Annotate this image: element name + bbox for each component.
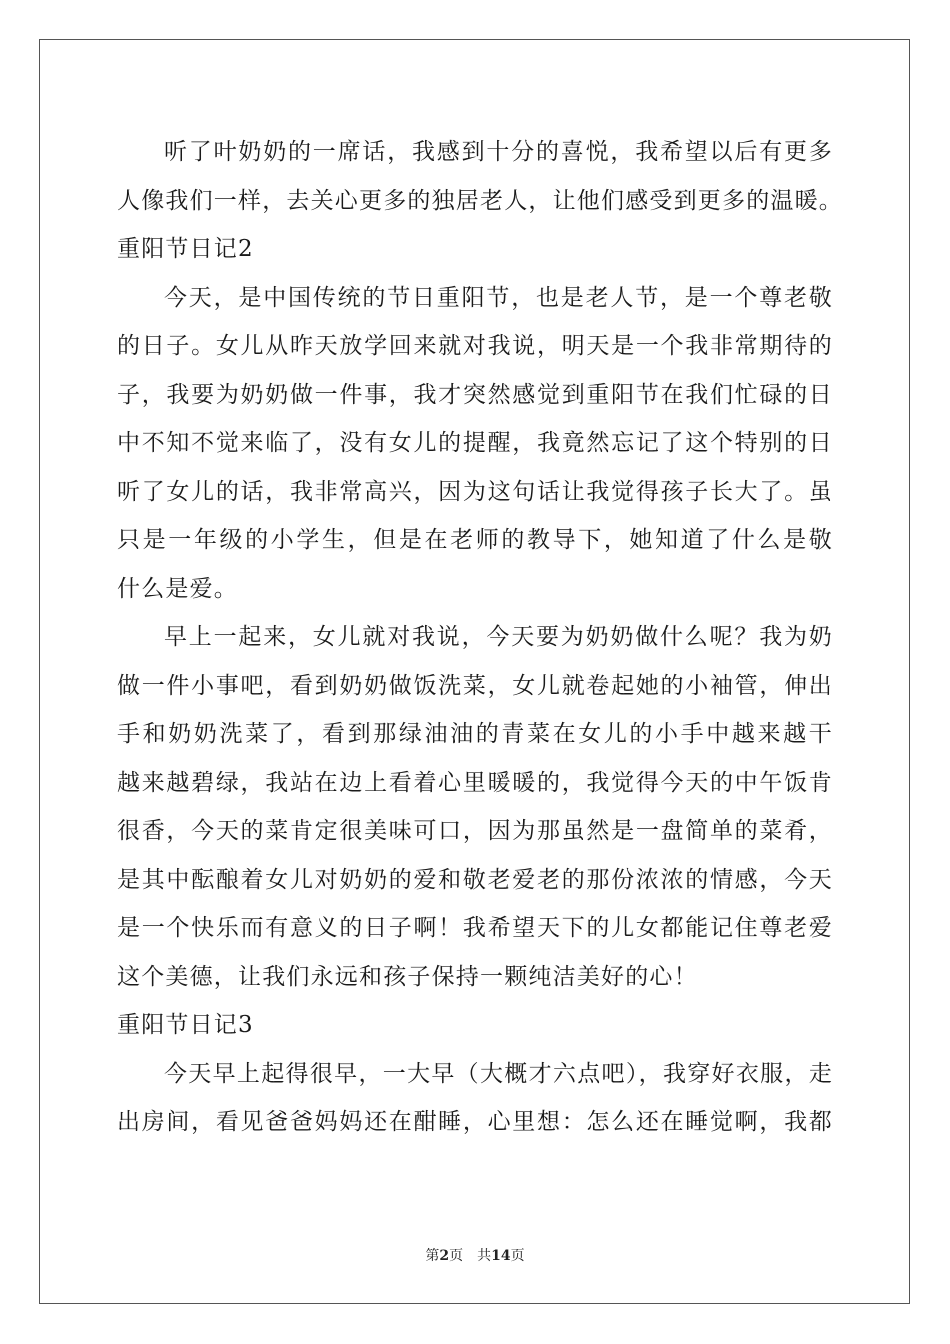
text-line: 很香，今天的菜肯定很美味可口，因为那虽然是一盘简单的菜肴， [117,818,833,844]
text-line: 是一个快乐而有意义的日子啊！我希望天下的儿女都能记住尊老爱 [117,915,833,941]
text-line: 听了女儿的话，我非常高兴，因为这句话让我觉得孩子长大了。虽 [117,478,833,505]
document-body [117,128,843,1147]
text-line: 只是一年级的小学生，但是在老师的教导下，她知道了什么是敬 [117,527,833,553]
text-line: 子，我要为奶奶做一件事，我才突然感觉到重阳节在我们忙碌的日 [117,381,833,408]
text-line: 这个美德，让我们永远和孩子保持一颗纯洁美好的心！ [117,963,698,990]
text-line: 的日子。女儿从昨天放学回来就对我说，明天是一个我非常期待的 [117,333,833,359]
page-footer [0,1245,950,1265]
text-line: 听了叶奶奶的一席话，我感到十分的喜悦，我希望以后有更多 [164,139,833,165]
section-heading: 重阳节日记3 [117,1012,254,1038]
page-number-label: 第2页 [425,1248,464,1264]
text-line: 越来越碧绿，我站在边上看着心里暖暖的，我觉得今天的中午饭肯 [117,769,833,796]
text-line: 是其中酝酿着女儿对奶奶的爱和敬老爱老的那份浓浓的情感，今天 [117,866,833,893]
section-heading: 重阳节日记2 [117,236,254,262]
text-line: 人像我们一样，去关心更多的独居老人，让他们感受到更多的温暖。 [117,187,843,214]
text-line: 今天，是中国传统的节日重阳节，也是老人节，是一个尊老敬 [164,284,833,311]
text-line: 今天早上起得很早，一大早（大概才六点吧），我穿好衣服，走 [164,1060,833,1087]
text-line: 中不知不觉来临了，没有女儿的提醒，我竟然忘记了这个特别的日 [117,430,833,456]
text-line: 做一件小事吧，看到奶奶做饭洗菜，女儿就卷起她的小袖管，伸出 [117,672,833,699]
text-line: 早上一起来，女儿就对我说，今天要为奶奶做什么呢？我为奶 [164,624,833,650]
text-line: 出房间，看见爸爸妈妈还在酣睡，心里想：怎么还在睡觉啊，我都 [117,1109,833,1135]
text-line: 手和奶奶洗菜了，看到那绿油油的青菜在女儿的小手中越来越干 [117,721,833,747]
text-line: 什么是爱。 [117,575,238,602]
total-pages-label: 共14页 [477,1248,525,1264]
